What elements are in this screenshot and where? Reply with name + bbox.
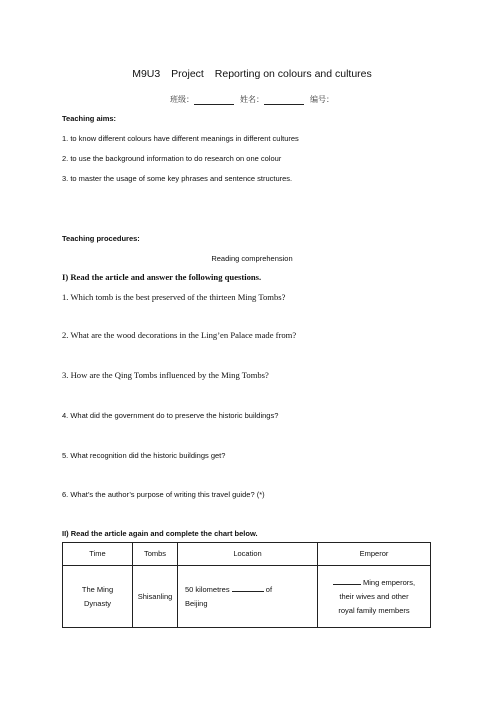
question-item: 4. What did the government do to preserve the historic buildings? xyxy=(62,411,279,420)
aim-item: 1. to know different colours have different meanings in different cultures xyxy=(62,134,299,143)
question-item: 3. How are the Qing Tombs influenced by the Ming Tombs? xyxy=(62,370,269,380)
question-item: 6. What’s the author’s purpose of writing this travel guide? (*) xyxy=(62,490,265,499)
column-header: Location xyxy=(178,543,318,566)
part1-heading: I) Read the article and answer the following questions. xyxy=(62,272,262,282)
reading-subheading: Reading comprehension xyxy=(211,254,293,263)
column-header: Time xyxy=(63,543,133,566)
question-item: 5. What recognition did the historic buildings get? xyxy=(62,451,226,460)
student-info-line xyxy=(0,94,504,105)
column-header: Emperor xyxy=(318,543,431,566)
time-cell xyxy=(63,566,133,628)
unit-code: M9U3 xyxy=(132,68,161,80)
class-label: 班级： xyxy=(170,95,194,104)
section-label: Project xyxy=(171,68,204,80)
question-item: 2. What are the wood decorations in the Ling’en Palace made from? xyxy=(62,330,297,340)
class-blank[interactable] xyxy=(194,95,234,105)
page-title xyxy=(0,68,504,80)
chart-data-row xyxy=(63,566,431,628)
time-line: Dynasty xyxy=(83,598,112,608)
emperor-text: Ming emperors, xyxy=(360,577,416,587)
column-header: Tombs xyxy=(133,543,178,566)
tombs-cell: Shisanling xyxy=(133,566,178,628)
number-label: 编号： xyxy=(310,95,334,104)
part2-heading: II) Read the article again and complete the chart below. xyxy=(62,529,258,538)
location-text: Beijing xyxy=(185,598,208,608)
emperor-cell xyxy=(318,566,431,628)
location-text: of xyxy=(263,584,273,594)
aim-item: 3. to master the usage of some key phrases and sentence structures. xyxy=(62,174,293,183)
question-item: 1. Which tomb is the best preserved of the thirteen Ming Tombs? xyxy=(62,292,286,302)
name-blank[interactable] xyxy=(264,95,304,105)
name-label: 姓名： xyxy=(240,95,264,104)
procedures-heading: Teaching procedures: xyxy=(62,234,140,243)
chart-header-row xyxy=(63,543,431,566)
aims-heading: Teaching aims: xyxy=(62,114,117,123)
emperor-text: their wives and other xyxy=(339,591,409,601)
location-text: 50 kilometres xyxy=(185,584,232,594)
time-line: The Ming xyxy=(81,584,114,594)
location-cell xyxy=(178,566,318,628)
info-chart xyxy=(62,542,431,628)
emperor-text: royal family members xyxy=(338,605,410,615)
location-blank[interactable] xyxy=(232,583,264,592)
aim-item: 2. to use the background information to do research on one colour xyxy=(62,154,282,163)
topic-title: Reporting on colours and cultures xyxy=(214,68,372,80)
emperor-blank[interactable] xyxy=(333,576,361,585)
